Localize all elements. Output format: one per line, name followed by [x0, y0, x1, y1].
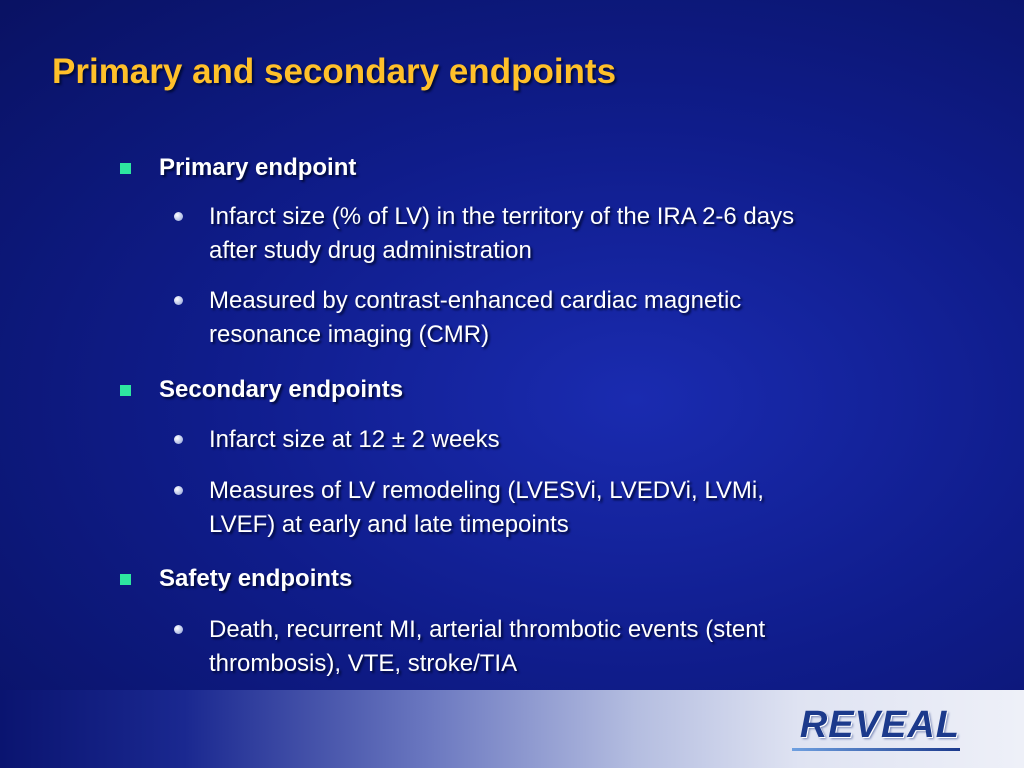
list-item — [174, 200, 904, 268]
round-bullet-icon — [174, 486, 183, 495]
list-item — [174, 613, 904, 681]
square-bullet-icon — [120, 574, 131, 585]
reveal-logo: REVEAL — [799, 704, 960, 746]
round-bullet-icon — [174, 625, 183, 634]
section-heading: Safety endpoints — [159, 565, 353, 592]
square-bullet-icon — [120, 385, 131, 396]
section-primary-endpoint — [120, 152, 356, 184]
round-bullet-icon — [174, 296, 183, 305]
logo-underline — [792, 748, 960, 751]
section-heading: Primary endpoint — [159, 154, 357, 181]
list-item — [174, 423, 904, 457]
round-bullet-icon — [174, 212, 183, 221]
list-item-text: Death, recurrent MI, arterial thrombotic events (stent thrombosis), VTE, stroke/TIA — [209, 616, 766, 677]
section-heading: Secondary endpoints — [159, 376, 404, 403]
list-item-text: Infarct size at 12 ± 2 weeks — [209, 426, 500, 453]
list-item-text: Measured by contrast-enhanced cardiac magnetic resonance imaging (CMR) — [209, 287, 742, 348]
round-bullet-icon — [174, 435, 183, 444]
list-item — [174, 284, 904, 352]
square-bullet-icon — [120, 163, 131, 174]
list-item-text: Infarct size (% of LV) in the territory of the IRA 2-6 days after study drug administration — [209, 203, 795, 264]
section-secondary-endpoints — [120, 374, 403, 406]
slide-title: Primary and secondary endpoints — [52, 52, 617, 91]
list-item-text: Measures of LV remodeling (LVESVi, LVEDVi, LVMi, LVEF) at early and late timepoints — [209, 477, 764, 538]
list-item — [174, 474, 904, 542]
section-safety-endpoints — [120, 563, 352, 595]
